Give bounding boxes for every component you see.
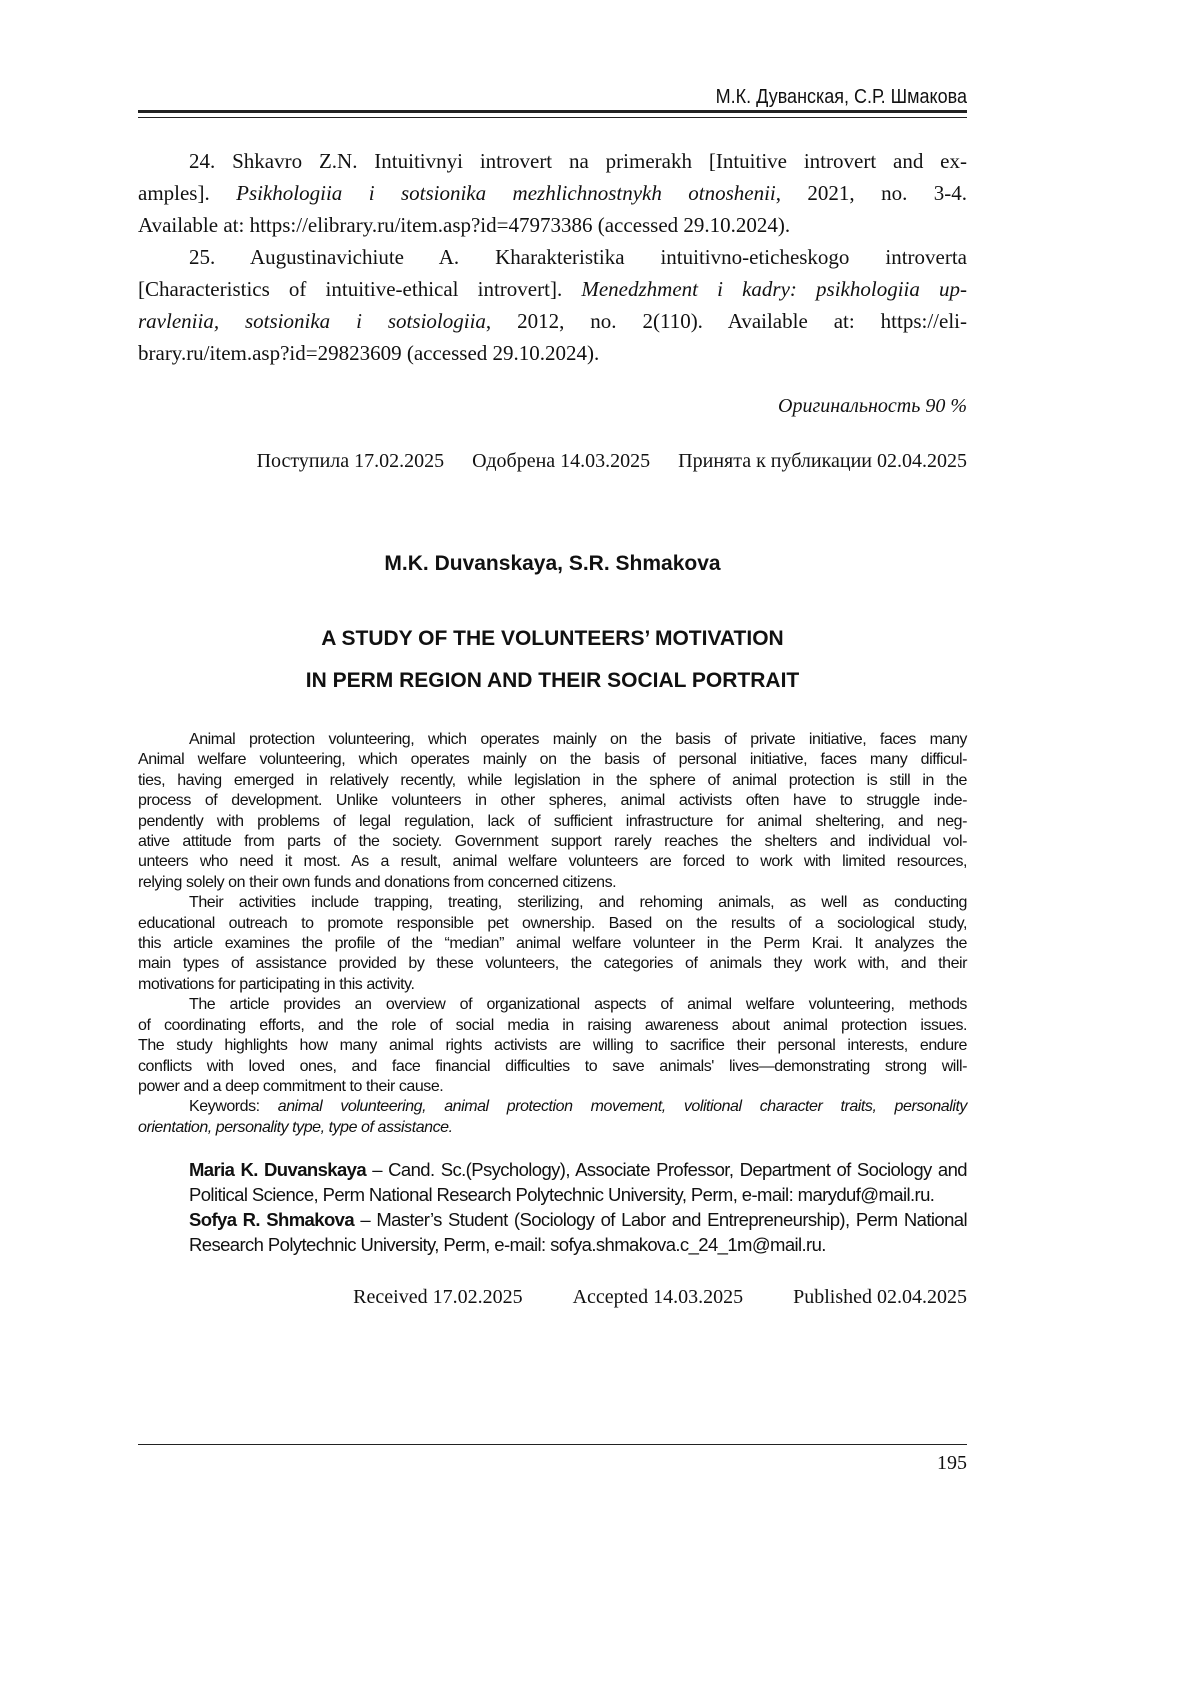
dates-english: [138, 1286, 967, 1309]
reference-text: Available at: https://elibrary.ru/item.asp?id=47973386 (accessed 29.10.2024).: [138, 213, 790, 237]
abstract-line: The article provides an overview of organizational aspects of animal welfare volunteering, methods: [138, 995, 967, 1015]
reference-text: 24. Shkavro Z.N. Intuitivnyi introvert na primerakh [Intuitive introvert and ex-: [189, 149, 967, 173]
keywords-label: Keywords:: [189, 1098, 278, 1115]
abstract-line: pendently with problems of legal regulation, lack of sufficient infrastructure for animal sheltering, and neg-: [138, 812, 967, 832]
reference-text: brary.ru/item.asp?id=29823609 (accessed 29.10.2024).: [138, 341, 599, 365]
keywords-line: [138, 1118, 967, 1138]
author-details: – Master’s Student (Sociology of Labor and Entrepreneurship), Perm National Research Polytechnic University, Perm, e-mail: sofya.shmakova.c_24_1m@mail.ru.: [189, 1209, 967, 1255]
abstract-line: process of development. Unlike volunteers in other spheres, animal activists often have to struggle inde-: [138, 791, 967, 811]
reference-text: , 2012, no. 2(110). Available at: https://eli-: [486, 309, 967, 333]
keywords-text: orientation, personality type, type of assistance.: [138, 1119, 453, 1136]
author-name: Maria K. Duvanskaya: [189, 1159, 366, 1180]
reference-line: [138, 241, 967, 273]
reference-journal: ravleniia, sotsionika i sotsiologiia: [138, 309, 486, 333]
reference-line: [138, 305, 967, 337]
reference-line: [138, 177, 967, 209]
keywords-text: animal volunteering, animal protection movement, volitional character traits, personality: [278, 1098, 967, 1115]
reference-journal: Psikhologiia i sotsionika mezhlichnostnykh otnoshenii: [236, 181, 776, 205]
abstract-line: relying solely on their own funds and donations from concerned citizens.: [138, 873, 967, 893]
originality-note: Оригинальность 90 %: [778, 395, 967, 418]
abstract-line: power and a deep commitment to their cause.: [138, 1077, 967, 1097]
author-details: – Cand. Sc.(Psychology), Associate Professor, Department of Sociology and Political Science, Perm National Research Polytechnic University, Perm, e-mail: maryduf@mail.ru.: [189, 1159, 967, 1205]
abstract-line: main types of assistance provided by these volunteers, the categories of animals they work with, and their: [138, 954, 967, 974]
abstract-line: this article examines the profile of the “median” animal welfare volunteer in the Perm Krai. It analyzes the: [138, 934, 967, 954]
abstract-line: ties, having emerged in relatively recently, while legislation in the sphere of animal protection is still in the: [138, 771, 967, 791]
accepted-date: Accepted 14.03.2025: [573, 1286, 744, 1309]
abstract: [138, 730, 967, 1138]
affiliation: [138, 1207, 967, 1257]
reference-text: , 2021, no. 3-4.: [776, 181, 967, 205]
author-affiliations: [138, 1157, 967, 1257]
title-line: A STUDY OF THE VOLUNTEERS’ MOTIVATION: [0, 618, 1105, 660]
footer-rule: [138, 1444, 967, 1445]
abstract-line: motivations for participating in this activity.: [138, 975, 967, 995]
abstract-line: unteers who need it most. As a result, animal welfare volunteers are forced to work with limited resources,: [138, 852, 967, 872]
title-line: IN PERM REGION AND THEIR SOCIAL PORTRAIT: [0, 660, 1105, 702]
reference-journal: Menedzhment i kadry: psikhologiia up-: [581, 277, 967, 301]
reference-line: [138, 273, 967, 305]
abstract-line: Animal protection volunteering, which operates mainly on the basis of private initiative, faces many: [138, 730, 967, 750]
running-head: М.К. Дуванская, С.Р. Шмакова: [221, 86, 967, 109]
published-date: Published 02.04.2025: [793, 1286, 967, 1309]
abstract-line: Their activities include trapping, treating, sterilizing, and rehoming animals, as well as conducting: [138, 893, 967, 913]
page-number: 195: [937, 1452, 967, 1475]
abstract-line: of coordinating efforts, and the role of social media in raising awareness about animal protection issues.: [138, 1016, 967, 1036]
reference-text: 25. Augustinavichiute A. Kharakteristika intuitivno-eticheskogo introverta: [189, 245, 967, 269]
header-rule: [138, 110, 967, 118]
abstract-line: conflicts with loved ones, and face financial difficulties to save animals' lives—demonstrating strong will-: [138, 1057, 967, 1077]
keywords-line: [138, 1097, 967, 1117]
reference-line: [138, 337, 967, 369]
reference-line: [138, 209, 967, 241]
reference-text: amples].: [138, 181, 236, 205]
article-title: [0, 618, 1105, 702]
dates-russian: [138, 450, 967, 473]
author-name: Sofya R. Shmakova: [189, 1209, 354, 1230]
abstract-line: The study highlights how many animal rights activists are willing to sacrifice their personal interests, endure: [138, 1036, 967, 1056]
approved-date-ru: Одобрена 14.03.2025: [472, 450, 650, 473]
received-date-ru: Поступила 17.02.2025: [257, 450, 445, 473]
abstract-line: ative attitude from parts of the society. Government support rarely reaches the shelters and individual vol-: [138, 832, 967, 852]
reference-line: [138, 145, 967, 177]
received-date: Received 17.02.2025: [353, 1286, 522, 1309]
abstract-line: Animal welfare volunteering, which operates mainly on the basis of personal initiative, faces many difficul-: [138, 750, 967, 770]
reference-list: [138, 145, 967, 369]
article-authors: M.K. Duvanskaya, S.R. Shmakova: [0, 552, 1105, 576]
affiliation: [138, 1157, 967, 1207]
accepted-date-ru: Принята к публикации 02.04.2025: [678, 450, 967, 473]
reference-text: [Characteristics of intuitive-ethical introvert].: [138, 277, 581, 301]
abstract-line: educational outreach to promote responsible pet ownership. Based on the results of a sociological study,: [138, 914, 967, 934]
